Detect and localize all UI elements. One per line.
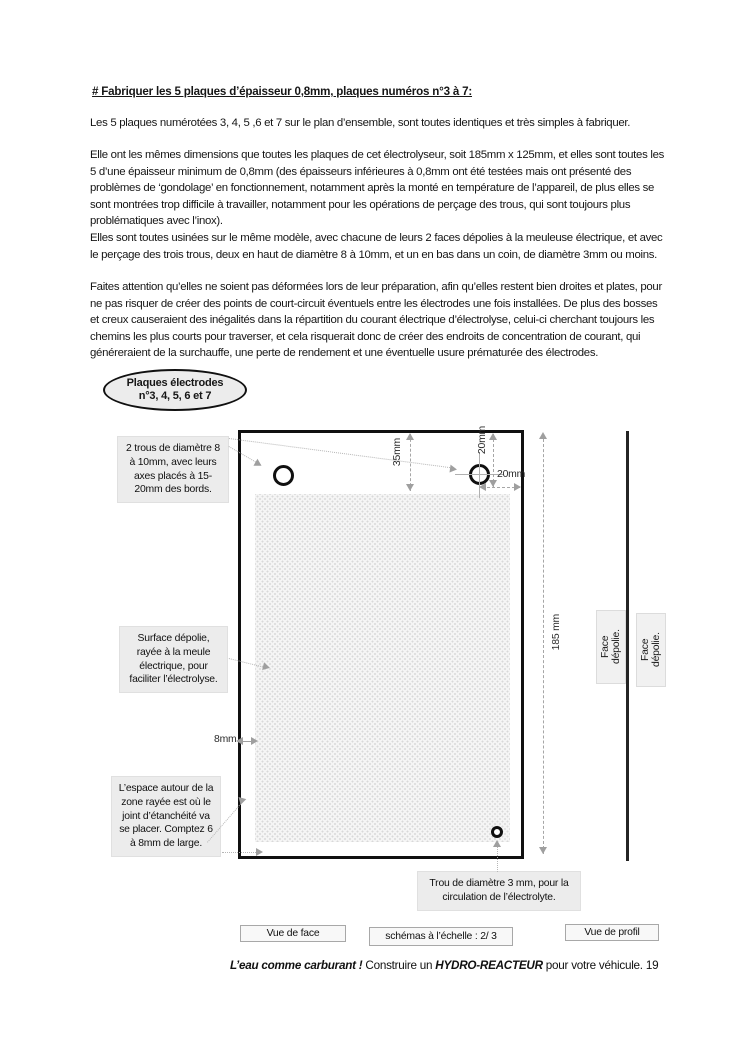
- callout-top-holes: 2 trous de diamètre 8 à 10mm, avec leurs axes placés à 15-20mm des bords.: [117, 436, 229, 503]
- page-footer: [230, 959, 658, 972]
- paragraph-intro: Les 5 plaques numérotées 3, 4, 5 ,6 et 7 sur le plan d’ensemble, sont toutes identiques et très simples à fabriquer.: [90, 117, 631, 129]
- arrow-left-icon: [236, 737, 243, 745]
- arrow-down-icon: [539, 847, 547, 854]
- paragraph-dimensions: Elle ont les mêmes dimensions que toutes les plaques de cet électrolyseur, soit 185mm x 125mm, et elles sont toutes les 5 d’une épaisseur minimum de 0,8mm (des épaisseurs inférieures à 0,8mm ont été testées mais ont présenté des problèmes de ‘gondolage’ en fonctionnement, notamment après la monté en température de l’appareil, de plus elles se sont montrées trop difficile à travailler, notamment pour les opérations de perçage des trous, qui sont toujours plus problématiques avec l’inox).: [90, 149, 665, 227]
- label-front-view: Vue de face: [240, 925, 346, 942]
- callout-gasket-area: L’espace autour de la zone rayée est où le joint d’étanchéité va se placer. Comptez 6 à 8mm de large.: [111, 776, 221, 857]
- arrowhead-icon: [450, 465, 458, 474]
- leader-to-gasket-edge: [222, 852, 258, 853]
- arrow-up-icon: [406, 433, 414, 440]
- mounting-hole-left: [273, 465, 294, 486]
- footer-series-title: L’eau comme carburant !: [230, 959, 363, 972]
- face-label-left: Face dépolie.: [596, 610, 626, 684]
- footer-brand: HYDRO-REACTEUR: [435, 959, 543, 972]
- face-label-right: Face dépolie.: [636, 613, 666, 687]
- arrowhead-icon: [256, 848, 263, 856]
- arrow-up-icon: [489, 433, 497, 440]
- electrolyte-hole: [491, 826, 503, 838]
- abraded-surface-hatch: [255, 494, 510, 842]
- dim-185mm-line: [543, 434, 544, 854]
- arrow-right-icon: [251, 737, 258, 745]
- plate-label-bubble: [103, 369, 247, 411]
- footer-text: Construire un: [362, 959, 436, 972]
- callout-abraded-surface: Surface dépolie, rayée à la meule électrique, pour faciliter l’électrolyse.: [119, 626, 228, 693]
- dim-8mm-label: 8mm: [214, 734, 237, 745]
- paragraph-machining: Elles sont toutes usinées sur le même modèle, avec chacune de leurs 2 faces dépolies à la meuleuse électrique, et avec le perçage des trois trous, deux en haut de diamètre 8 à 10mm, et un en bas dans un coin, de diamètre 3mm ou moins.: [90, 232, 663, 261]
- page-number: 19: [645, 959, 659, 972]
- arrow-right-icon: [514, 483, 521, 491]
- dim-20mm-side-label: 20mm: [497, 469, 526, 480]
- bubble-line-1: Plaques électrodes: [126, 376, 224, 389]
- paragraph-warning: Faites attention qu’elles ne soient pas déformées lors de leur préparation, afin qu’elles restent bien droites et plates, pour ne pas risquer de créer des points de court-circuit éventuels entre les électrodes une fois installées. De plus des bosses et creux causeraient des inégalités dans la répartition du courant électrique d’électrolyse, celui-ci cherchant toujours les chemins les plus courts pour traverser, et cela risquerait donc de créer des endroits de concentration de courant, qui généreraient de la surchauffe, une perte de rendement et une éventuelle usure prématurée des électrodes.: [90, 281, 662, 359]
- dim-35mm-label: 35mm: [392, 438, 403, 467]
- page-title: # Fabriquer les 5 plaques d’épaisseur 0,8mm, plaques numéros n°3 à 7:: [92, 85, 473, 98]
- footer-tail: pour votre véhicule.: [542, 959, 646, 972]
- label-scale: schémas à l’échelle : 2/ 3: [369, 927, 513, 946]
- dim-185mm-label: 185 mm: [551, 614, 562, 651]
- arrow-left-icon: [479, 483, 486, 491]
- bubble-line-2: n°3, 4, 5, 6 et 7: [138, 390, 212, 402]
- label-profile-view: Vue de profil: [565, 924, 659, 941]
- dim-20mm-top-label: 20mm: [477, 426, 488, 455]
- leader-to-small-hole: [497, 847, 498, 872]
- crosshair-vertical: [479, 452, 480, 498]
- arrow-down-icon: [489, 480, 497, 487]
- callout-electrolyte-hole: Trou de diamètre 3 mm, pour la circulation de l’électrolyte.: [417, 871, 581, 911]
- arrowhead-icon: [493, 840, 501, 847]
- arrow-down-icon: [406, 484, 414, 491]
- arrow-up-icon: [539, 432, 547, 439]
- plate-profile-view: [626, 431, 629, 861]
